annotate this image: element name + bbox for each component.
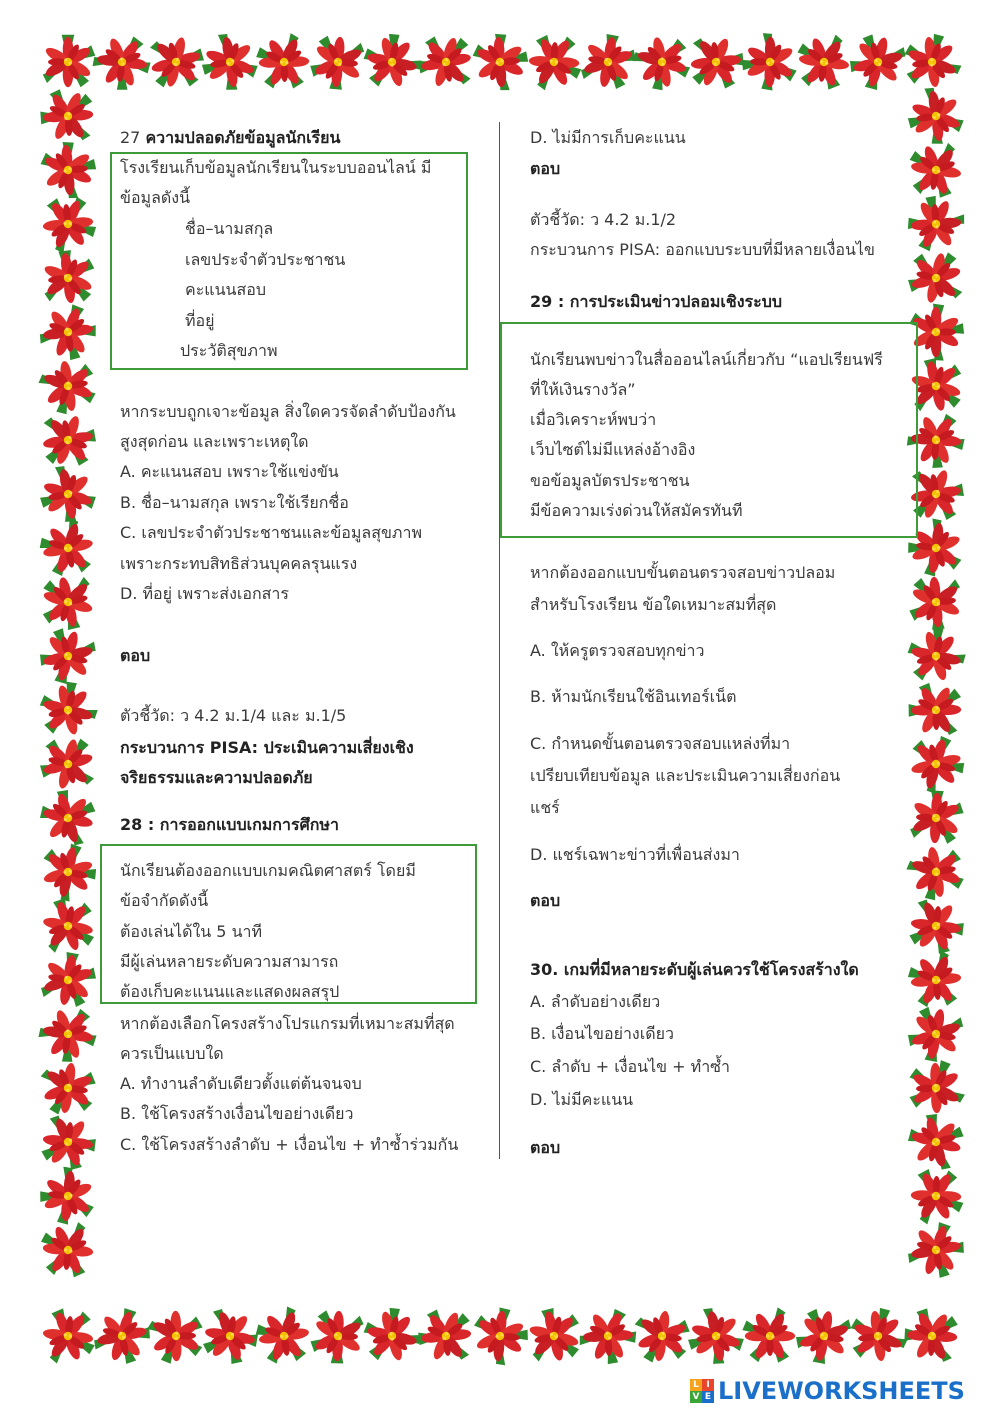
poinsettia-flower-icon: [197, 29, 265, 97]
q29-option-d[interactable]: D. แชร์เฉพาะข่าวที่เพื่อนส่งมา: [530, 845, 740, 864]
q29-box-line-6: มีข้อความเร่งด่วนให้สมัครทันที: [530, 501, 743, 520]
q29-box-line-3: เมื่อวิเคราะห์พบว่า: [530, 410, 657, 429]
q29-box-line-2: ที่ให้เงินรางวัล”: [530, 380, 636, 399]
q27-indicator: ตัวชี้วัด: ว 4.2 ม.1/4 และ ม.1/5: [120, 706, 347, 725]
q27-option-c-cont: เพราะกระทบสิทธิส่วนบุคคลรุนแรง: [120, 554, 358, 573]
poinsettia-flower-icon: [574, 1300, 645, 1371]
poinsettia-flower-icon: [899, 725, 973, 799]
poinsettia-flower-icon: [629, 1302, 697, 1370]
column-divider: [499, 122, 500, 1159]
poinsettia-flower-icon: [36, 572, 99, 635]
q27-box-line-2: ข้อมูลดังนี้: [120, 188, 191, 207]
q27-pisa-line-1: กระบวนการ PISA: ประเมินความเสี่ยงเชิง: [120, 738, 414, 757]
poinsettia-flower-icon: [579, 31, 640, 92]
q28-option-b[interactable]: B. ใช้โครงสร้างเงื่อนไขอย่างเดียว: [120, 1104, 354, 1123]
poinsettia-flower-icon: [34, 1300, 103, 1369]
poinsettia-flower-icon: [901, 1159, 972, 1230]
poinsettia-flower-icon: [35, 1054, 103, 1122]
poinsettia-flower-icon: [904, 1004, 966, 1066]
poinsettia-flower-icon: [141, 1300, 213, 1372]
q27-title-text: ความปลอดภัยข้อมูลนักเรียน: [145, 128, 341, 147]
poinsettia-flower-icon: [900, 835, 974, 909]
poinsettia-flower-icon: [31, 512, 105, 586]
q27-box-line-1: โรงเรียนเก็บข้อมูลนักเรียนในระบบออนไลน์ มี: [120, 158, 432, 177]
poinsettia-flower-icon: [39, 949, 100, 1010]
poinsettia-flower-icon: [33, 1217, 103, 1287]
poinsettia-flower-icon: [792, 1306, 854, 1368]
poinsettia-flower-icon: [845, 31, 909, 95]
q29-question-line-1: หากต้องออกแบบขั้นตอนตรวจสอบข่าวปลอม: [530, 563, 836, 582]
q28-option-a[interactable]: A. ทำงานลำดับเดียวตั้งแต่ต้นจนจบ: [120, 1074, 362, 1093]
q28-option-c[interactable]: C. ใช้โครงสร้างลำดับ + เงื่อนไข + ทำซ้ำร่วมกัน: [120, 1135, 459, 1154]
poinsettia-flower-icon: [683, 1304, 750, 1371]
q28-question-line-1: หากต้องเลือกโครงสร้างโปรแกรมที่เหมาะสมที่สุด: [120, 1014, 455, 1033]
q29-question-line-2: สำหรับโรงเรียน ข้อใดเหมาะสมที่สุด: [530, 595, 777, 614]
q27-option-b[interactable]: B. ชื่อ–นามสกุล เพราะใช้เรียกชื่อ: [120, 493, 349, 512]
poinsettia-flower-icon: [840, 1299, 914, 1373]
poinsettia-flower-icon: [87, 25, 161, 99]
q27-answer-label: ตอบ: [120, 646, 151, 665]
poinsettia-flower-icon: [894, 25, 968, 99]
liveworksheets-logo-icon: [690, 1379, 714, 1403]
q29-box-line-1: นักเรียนพบข่าวในสื่อออนไลน์เกี่ยวกับ “แอปเรียนฟรี: [530, 350, 883, 369]
poinsettia-flower-icon: [688, 34, 746, 92]
q27-option-a[interactable]: A. คะแนนสอบ เพราะใช้แข่งขัน: [120, 462, 339, 481]
brand-name: LIVEWORKSHEETS: [718, 1377, 965, 1405]
poinsettia-flower-icon: [464, 25, 534, 95]
poinsettia-flower-icon: [897, 619, 971, 693]
q30-option-c[interactable]: C. ลำดับ + เงื่อนไข + ทำซ้ำ: [530, 1057, 731, 1076]
poinsettia-flower-icon: [907, 575, 964, 632]
logo-letter-e: E: [702, 1391, 714, 1403]
q30-title: 30. เกมที่มีหลายระดับผู้เล่นควรใช้โครงสร้างใด: [530, 960, 859, 979]
poinsettia-flower-icon: [903, 1307, 958, 1362]
q27-question-line-2: สูงสุดก่อน และเพราะเหตุใด: [120, 432, 309, 451]
logo-letter-l: L: [690, 1379, 702, 1391]
poinsettia-flower-icon: [43, 35, 95, 87]
q28-indicator: ตัวชี้วัด: ว 4.2 ม.1/2: [530, 210, 677, 229]
q30-option-d[interactable]: D. ไม่มีคะแนน: [530, 1090, 634, 1109]
poinsettia-flower-icon: [36, 785, 99, 848]
poinsettia-flower-icon: [353, 25, 427, 99]
poinsettia-flower-icon: [33, 349, 107, 423]
q30-answer-label: ตอบ: [530, 1138, 561, 1157]
poinsettia-flower-icon: [903, 1109, 967, 1173]
q28-pisa: กระบวนการ PISA: ออกแบบระบบที่มีหลายเงื่อนไข: [530, 240, 875, 259]
poinsettia-flower-icon: [145, 30, 210, 95]
poinsettia-flower-icon: [200, 1307, 261, 1368]
poinsettia-flower-icon: [898, 1051, 970, 1123]
poinsettia-flower-icon: [34, 624, 99, 689]
poinsettia-flower-icon: [519, 25, 590, 96]
q28-box-line-1: นักเรียนต้องออกแบบเกมคณิตศาสตร์ โดยมี: [120, 861, 416, 880]
q27-option-c[interactable]: C. เลขประจำตัวประชาชนและข้อมูลสุขภาพ: [120, 523, 423, 542]
poinsettia-flower-icon: [32, 186, 105, 259]
logo-letter-i: I: [702, 1379, 714, 1391]
poinsettia-flower-icon: [40, 1114, 99, 1173]
q27-title: [120, 128, 340, 148]
q27-box-line-7: ประวัติสุขภาพ: [180, 341, 278, 360]
q27-number: 27: [120, 128, 141, 147]
q30-option-a[interactable]: A. ลำดับอย่างเดียว: [530, 992, 661, 1011]
poinsettia-flower-icon: [90, 1302, 156, 1368]
poinsettia-flower-icon: [901, 137, 969, 205]
poinsettia-flower-icon: [416, 1306, 474, 1364]
poinsettia-flower-icon: [35, 297, 103, 365]
poinsettia-flower-icon: [247, 1301, 321, 1375]
q29-option-c-cont-1: เปรียบเทียบข้อมูล และประเมินความเสี่ยงก่อน: [530, 766, 841, 785]
poinsettia-flower-icon: [35, 891, 102, 958]
poinsettia-flower-icon: [626, 25, 700, 99]
poinsettia-flower-icon: [40, 248, 99, 307]
poinsettia-flower-icon: [353, 1299, 427, 1373]
q29-option-b[interactable]: B. ห้ามนักเรียนใช้อินเทอร์เน็ต: [530, 687, 737, 706]
q27-box-line-4: เลขประจำตัวประชาชน: [185, 250, 346, 269]
q27-pisa-line-2: จริยธรรมและความปลอดภัย: [120, 768, 313, 787]
poinsettia-flower-icon: [39, 410, 100, 471]
poinsettia-flower-icon: [904, 1216, 971, 1283]
poinsettia-flower-icon: [463, 1298, 536, 1371]
poinsettia-flower-icon: [899, 189, 969, 259]
q27-question-line-1: หากระบบถูกเจาะข้อมูล สิ่งใดควรจัดลำดับป้องกัน: [120, 402, 456, 421]
q28-question-line-2: ควรเป็นแบบใด: [120, 1044, 224, 1063]
q27-option-d[interactable]: D. ที่อยู่ เพราะส่งเอกสาร: [120, 584, 289, 603]
q28-answer-label: ตอบ: [530, 159, 561, 178]
poinsettia-flower-icon: [908, 682, 961, 735]
q27-box-line-5: คะแนนสอบ: [185, 280, 267, 299]
q28-option-d[interactable]: D. ไม่มีการเก็บคะแนน: [530, 128, 686, 147]
q29-answer-label: ตอบ: [530, 891, 561, 910]
poinsettia-flower-icon: [910, 789, 965, 844]
q28-box-line-5: ต้องเก็บคะแนนและแสดงผลสรุป: [120, 982, 340, 1001]
poinsettia-flower-icon: [310, 1310, 364, 1364]
poinsettia-flower-icon: [734, 27, 806, 99]
poinsettia-flower-icon: [902, 83, 970, 151]
q29-option-c-cont-2: แชร์: [530, 798, 560, 817]
q29-option-c[interactable]: C. กำหนดขั้นตอนตรวจสอบแหล่งที่มา: [530, 734, 791, 753]
q28-box-line-2: ข้อจำกัดดังนี้: [120, 891, 209, 910]
poinsettia-flower-icon: [35, 462, 102, 529]
poinsettia-flower-icon: [33, 997, 107, 1071]
poinsettia-flower-icon: [308, 35, 365, 92]
q28-box-line-4: มีผู้เล่นหลายระดับความสามารถ: [120, 952, 339, 971]
q29-box-line-4: เว็บไซต์ไม่มีแหล่งอ้างอิง: [530, 440, 696, 459]
poinsettia-flower-icon: [789, 29, 857, 97]
poinsettia-flower-icon: [414, 30, 476, 92]
poinsettia-flower-icon: [39, 87, 95, 143]
poinsettia-flower-icon: [32, 1161, 105, 1234]
q27-box-line-6: ที่อยู่: [185, 311, 215, 330]
logo-letter-v: V: [690, 1391, 702, 1403]
q29-box-line-5: ขอข้อมูลบัตรประชาชน: [530, 471, 690, 490]
liveworksheets-brand[interactable]: [690, 1376, 965, 1406]
poinsettia-flower-icon: [899, 945, 972, 1018]
q27-box-line-3: ชื่อ–นามสกุล: [185, 219, 274, 238]
poinsettia-flower-icon: [33, 134, 103, 204]
poinsettia-flower-icon: [29, 673, 103, 747]
poinsettia-flower-icon: [734, 1302, 806, 1374]
poinsettia-flower-icon: [908, 898, 967, 957]
q28-box-line-3: ต้องเล่นได้ใน 5 นาที: [120, 922, 263, 941]
q28-title: 28 : การออกแบบเกมการศึกษา: [120, 815, 339, 834]
q29-option-a[interactable]: A. ให้ครูตรวจสอบทุกข่าว: [530, 641, 705, 660]
poinsettia-flower-icon: [34, 731, 99, 796]
q30-option-b[interactable]: B. เงื่อนไขอย่างเดียว: [530, 1024, 674, 1043]
poinsettia-flower-icon: [31, 833, 105, 907]
poinsettia-flower-icon: [247, 27, 319, 99]
q29-title: 29 : การประเมินข่าวปลอมเชิงระบบ: [530, 292, 783, 311]
poinsettia-flower-icon: [523, 1303, 587, 1367]
poinsettia-flower-icon: [902, 245, 968, 311]
